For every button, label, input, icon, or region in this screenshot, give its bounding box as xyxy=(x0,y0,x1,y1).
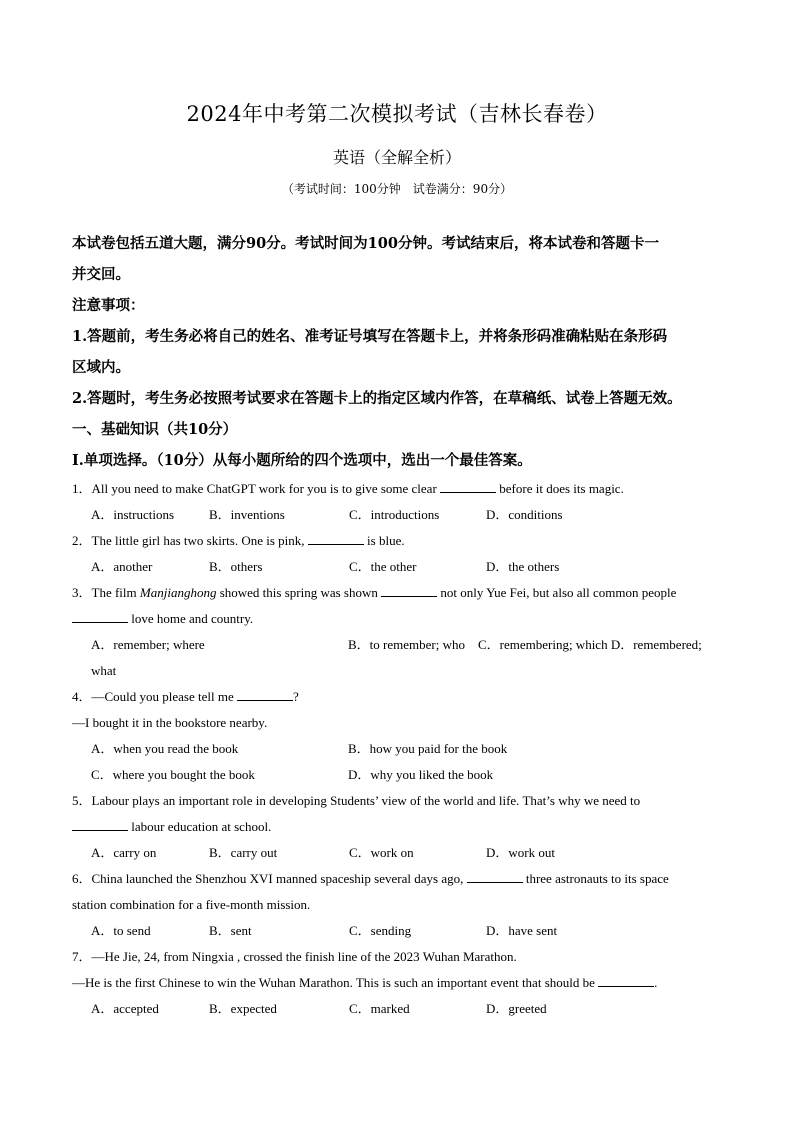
option-b: B．how you paid for the book xyxy=(348,741,508,756)
option-a: A．carry on xyxy=(91,845,157,860)
option-d-tail: what xyxy=(91,663,117,678)
question-3-stem-cont: love home and country. xyxy=(72,606,724,632)
option-a: A．remember; where xyxy=(91,637,205,652)
answer-blank xyxy=(467,870,523,883)
question-6-options xyxy=(72,918,724,944)
exam-title: 2024年中考第二次模拟考试（吉林长春卷） xyxy=(186,102,608,126)
question-6-stem-cont: station combination for a five-month mission. xyxy=(72,897,311,912)
option-d: D．have sent xyxy=(486,923,558,938)
question-3-stem: 3．The film Manjianghong showed this spring was shown not only Yue Fei, but also all common people xyxy=(72,585,677,600)
question-4-options-ab xyxy=(72,736,724,762)
option-d: D．why you liked the book xyxy=(348,767,494,782)
option-a: A．another xyxy=(91,559,153,574)
section-title: 一、基础知识（共10分） xyxy=(72,421,238,438)
note-1-line-2: 区域内。 xyxy=(72,359,130,376)
question-4-reply: —I bought it in the bookstore nearby. xyxy=(72,715,268,730)
exam-time-info: （考试时间：100分钟 试卷满分：90分） xyxy=(281,182,513,196)
option-b: B．carry out xyxy=(209,845,278,860)
answer-blank xyxy=(308,532,364,545)
option-d: D．greeted xyxy=(486,1001,547,1016)
option-bcd: B．to remember; who C．remembering; which D．remembered; xyxy=(348,637,702,652)
question-4-stem: 4．—Could you please tell me ? xyxy=(72,689,299,704)
option-c: C．where you bought the book xyxy=(91,767,255,782)
answer-blank xyxy=(381,584,437,597)
question-3-options xyxy=(72,632,724,658)
question-7-stem: 7．—He Jie, 24, from Ningxia , crossed the finish line of the 2023 Wuhan Marathon. xyxy=(72,949,517,964)
question-2-options xyxy=(72,554,724,580)
notes-title: 注意事项： xyxy=(72,297,145,314)
question-6-stem: 6．China launched the Shenzhou XVI manned spaceship several days ago, three astronauts to its space xyxy=(72,871,669,886)
answer-blank xyxy=(72,818,128,831)
question-5-options xyxy=(72,840,724,866)
option-b: B．others xyxy=(209,559,263,574)
option-a: A．when you read the book xyxy=(91,741,239,756)
part-title: I.单项选择。（10分）从每小题所给的四个选项中，选出一个最佳答案。 xyxy=(72,452,532,469)
option-a: A．accepted xyxy=(91,1001,159,1016)
option-a: A．to send xyxy=(91,923,151,938)
option-c: C．the other xyxy=(349,559,417,574)
note-2: 2.答题时，考生务必按照考试要求在答题卡上的指定区域内作答，在草稿纸、试卷上答题无效。 xyxy=(72,390,682,407)
question-4-options-cd xyxy=(72,762,724,788)
option-c: C．marked xyxy=(349,1001,410,1016)
question-2-stem: 2．The little girl has two skirts. One is pink, is blue. xyxy=(72,533,405,548)
answer-blank xyxy=(72,610,128,623)
option-c: C．sending xyxy=(349,923,412,938)
note-1-line-1: 1.答题前，考生务必将自己的姓名、准考证号填写在答题卡上，并将条形码准确粘贴在条形码 xyxy=(72,328,668,345)
option-b: B．expected xyxy=(209,1001,277,1016)
answer-blank xyxy=(598,974,654,987)
option-b: B．sent xyxy=(209,923,252,938)
option-d: D．the others xyxy=(486,559,560,574)
option-c: C．introductions xyxy=(349,507,440,522)
answer-blank xyxy=(440,480,496,493)
question-1-stem: 1．All you need to make ChatGPT work for you is to give some clear before it does its magic. xyxy=(72,481,624,496)
question-5-stem-cont: labour education at school. xyxy=(72,814,724,840)
intro-line-2: 并交回。 xyxy=(72,266,130,283)
option-d: D．conditions xyxy=(486,507,563,522)
question-1-options xyxy=(72,502,724,528)
question-5-stem: 5．Labour plays an important role in developing Students’ view of the world and life. That’s why we need to xyxy=(72,793,641,808)
question-7-options xyxy=(72,996,724,1022)
exam-subtitle: 英语（全解全析） xyxy=(332,148,461,167)
exam-content xyxy=(72,228,724,1022)
option-b: B．inventions xyxy=(209,507,285,522)
option-d: D．work out xyxy=(486,845,555,860)
option-c: C．work on xyxy=(349,845,414,860)
answer-blank xyxy=(237,688,293,701)
question-7-stem-cont: —He is the first Chinese to win the Wuhan Marathon. This is such an important event that should be . xyxy=(72,975,658,990)
intro-line-1: 本试卷包括五道大题，满分90分。考试时间为100分钟。考试结束后，将本试卷和答题卡一 xyxy=(72,235,659,252)
option-a: A．instructions xyxy=(91,507,175,522)
